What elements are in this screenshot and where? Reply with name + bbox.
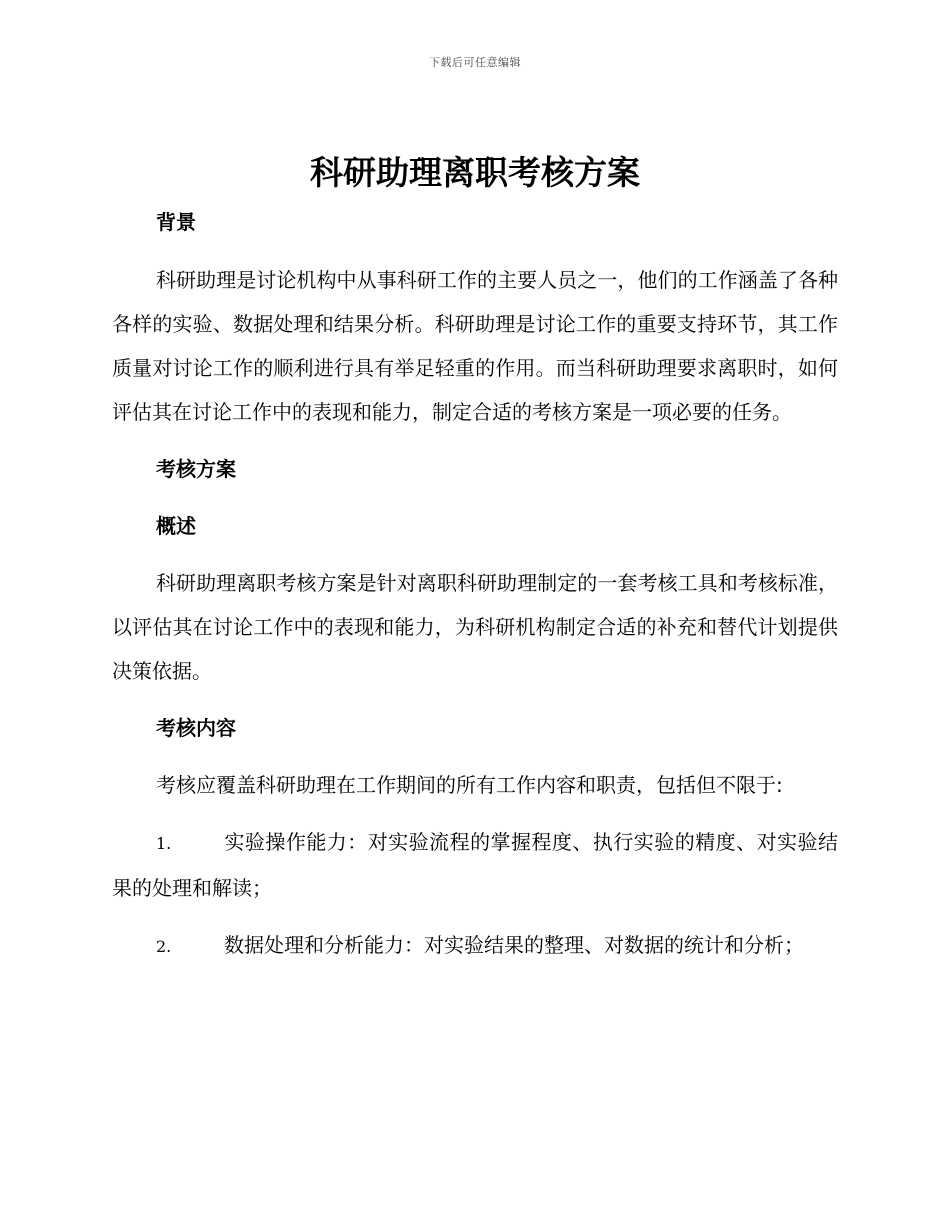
section-heading-background: 背景 — [156, 210, 196, 234]
spacer — [112, 693, 838, 706]
list-item-text: 实验操作能力：对实验流程的掌握程度、执行实验的精度、对实验结果的处理和解读； — [112, 830, 838, 900]
list-item-text: 数据处理和分析能力：对实验结果的整理、对数据的统计和分析； — [224, 933, 804, 957]
list-item-number: 1. — [156, 834, 172, 853]
content-intro-paragraph: 考核应覆盖科研助理在工作期间的所有工作内容和职责，包括但不限于: — [156, 773, 783, 797]
document-body — [112, 200, 838, 969]
list-item-number: 2. — [156, 937, 172, 956]
spacer — [112, 244, 838, 258]
section-heading-content: 考核内容 — [156, 716, 236, 740]
document-title: 科研助理离职考核方案 — [310, 153, 640, 192]
list-item — [112, 820, 838, 910]
overview-paragraph: 科研助理离职考核方案是针对离职科研助理制定的一套考核工具和考核标准，以评估其在讨论工作中的表现和能力，为科研机构制定合适的补充和替代计划提供决策依据。 — [112, 571, 838, 683]
spacer — [112, 434, 838, 447]
background-paragraph: 科研助理是讨论机构中从事科研工作的主要人员之一，他们的工作涵盖了各种各样的实验、数据处理和结果分析。科研助理是讨论工作的重要支持环节，其工作质量对讨论工作的顺利进行具有举足轻重的作用。而当科研助理要求离职时，如何评估其在讨论工作中的表现和能力，制定合适的考核方案是一项必要的任务。 — [112, 268, 838, 424]
section-heading-plan: 考核方案 — [156, 457, 236, 481]
spacer — [112, 807, 838, 820]
spacer — [112, 910, 838, 923]
list-item — [112, 923, 838, 969]
header-note: 下载后可任意编辑 — [429, 56, 521, 69]
spacer — [112, 491, 838, 504]
section-heading-overview: 概述 — [156, 514, 196, 538]
spacer — [112, 750, 838, 763]
spacer — [112, 548, 838, 561]
